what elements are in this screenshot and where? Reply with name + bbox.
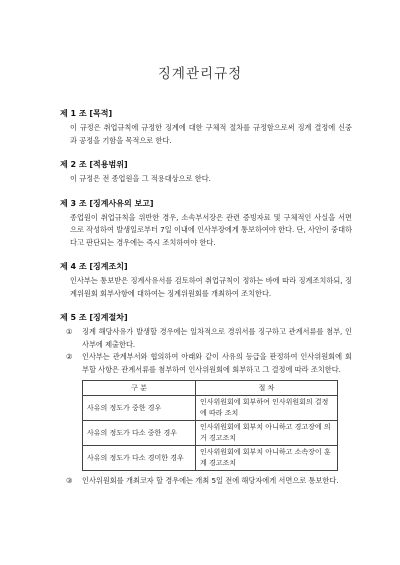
document-body [60,108,352,500]
document-title: 징계관리규정 [157,66,243,82]
table-cell: 인사위원회에 회부치 아니하고 소속장이 훈계 경고조치 [196,446,338,471]
article-heading: 제 3 조 [징계사유의 보고] [60,198,154,208]
table-cell: 인사위원회에 회부치 아니하고 경고장에 의거 경고조치 [196,421,338,446]
article-heading: 제 5 조 [징계절차] [60,313,128,322]
procedure-item [60,475,352,488]
table-row [83,446,338,471]
procedure-list-continued [60,475,352,488]
article-text: 종업원이 취업규칙을 위반한 경우, 소속부서장은 관련 증빙자료 및 구체적인 사실을 서면으로 작성하여 발생일로부터 7일 이내에 인사부장에게 통보하여야 한다. 단, 사안이 중대하다고 판단되는 경우에는 즉시 조치하여야 한다. [70,212,352,247]
article-heading: 제 2 조 [적용범위] [60,160,128,169]
article-4 [60,261,352,300]
table-header: 절 차 [196,381,338,396]
article-3 [60,198,352,250]
table-row [83,396,338,421]
article-heading: 제 1 조 [목적] [60,109,113,118]
procedure-item [60,351,352,376]
article-text: 인사부는 통보받은 징계사유서를 검토하여 취업규칙이 정하는 바에 따라 징계조치하되, 징계위원회 회부사항에 대하여는 징계위원회를 개최하여 조치한다. [70,276,352,298]
procedure-table [82,380,338,471]
procedure-item [60,326,352,351]
table-cell: 인사위원회에 회부하여 인사위원회의 결정에 따라 조치 [196,396,338,421]
article-heading: 제 4 조 [징계조치] [60,262,128,271]
item-text: 징계 해당사유가 발생할 경우에는 일차적으로 경위서를 징구하고 관계서류를 첨부, 인사부에 제출한다. [82,327,352,349]
item-number: ③ [66,476,73,485]
table-header: 구 분 [83,381,196,396]
article-1 [60,108,352,147]
item-text: 인사위원회를 개최코자 할 경우에는 개최 5일 전에 해당자에게 서면으로 통보한다. [82,476,339,485]
table-header-row [83,381,338,396]
article-text: 이 규정은 전 종업원을 그 적용대상으로 한다. [70,174,211,183]
procedure-list [60,326,352,376]
article-text: 이 규정은 취업규칙에 규정한 징계에 대한 구체적 절차를 규정함으로써 징계 결정에 신중과 공정을 기함을 목적으로 한다. [70,123,352,145]
article-5 [60,312,352,488]
article-2 [60,159,352,186]
table-cell: 사유의 정도가 다소 경미한 경우 [83,446,196,471]
table-row [83,421,338,446]
item-text: 인사부는 관계부서와 협의하여 아래와 같이 사유의 등급을 판정하여 인사위원회에 회부할 사항은 관계서류를 첨부하여 인사위원회에 회부하고 그 결정에 따라 조치한다. [82,352,352,374]
item-number: ① [66,327,73,336]
table-cell: 사유의 정도가 다소 중한 경우 [83,421,196,446]
item-number: ② [66,352,73,361]
table-cell: 사유의 정도가 중한 경우 [83,396,196,421]
